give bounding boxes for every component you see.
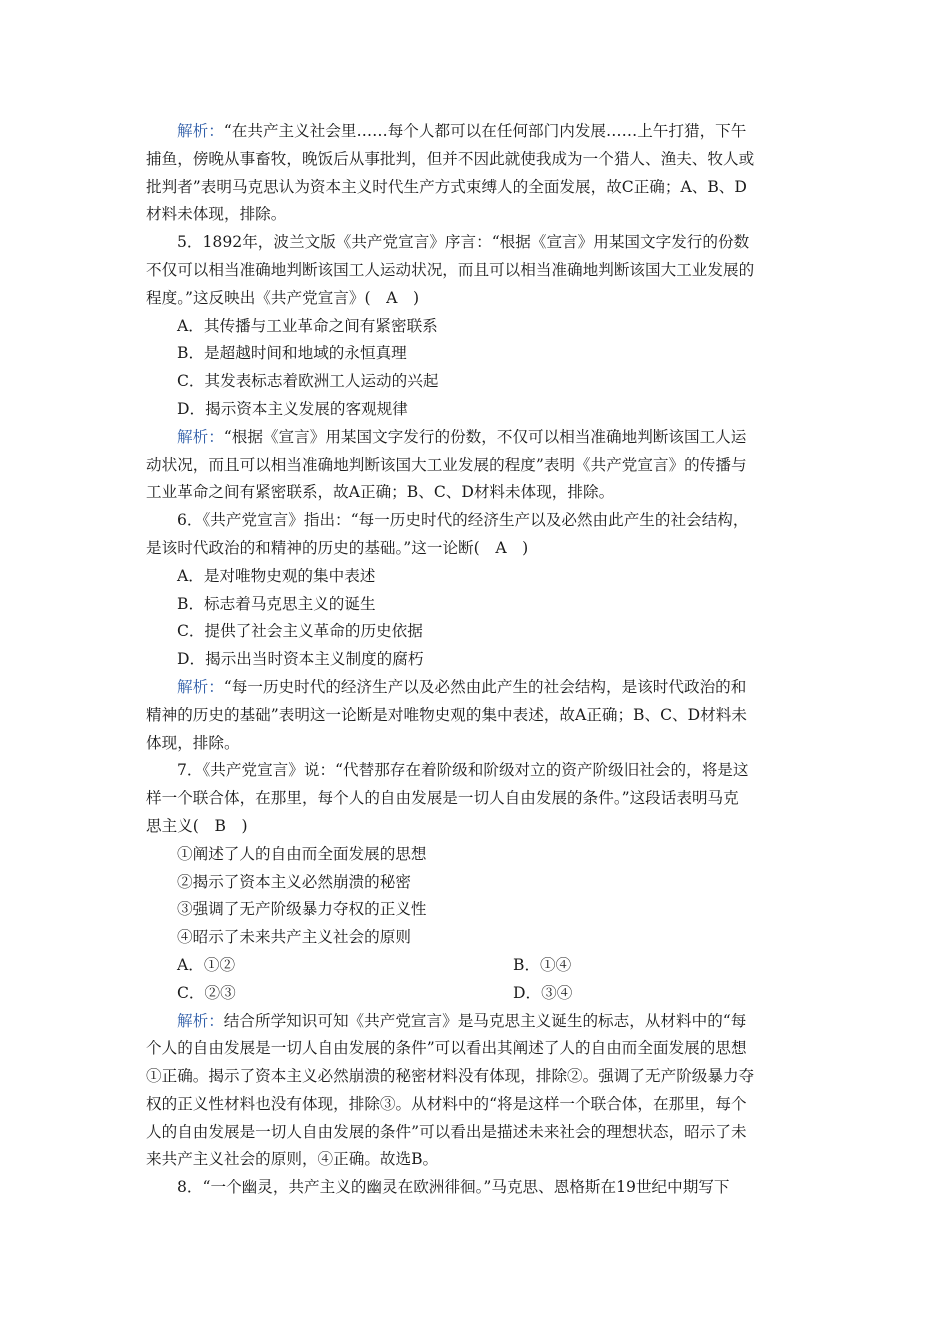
analysis-line: 个人的自由发展是一切人自由发展的条件”可以看出其阐述了人的自由而全面发展的思想 — [146, 1039, 747, 1058]
question-7-option-b: B．①④ — [513, 955, 572, 974]
analysis-line: ①正确。揭示了资本主义必然崩溃的秘密材料没有体现，排除②。强调了无产阶级暴力夺 — [146, 1067, 755, 1086]
analysis-line: 解析：“根据《宣言》用某国文字发行的份数，不仅可以相当准确地判断该国工人运 — [177, 427, 747, 446]
question-7-item-2: ②揭示了资本主义必然崩溃的秘密 — [177, 872, 411, 891]
question-5-option-b: B．是超越时间和地域的永恒真理 — [177, 344, 407, 363]
question-5-stem: 程度。”这反映出《共产党宣言》( A ) — [146, 288, 420, 307]
question-6-stem: 6．《共产党宣言》指出：“每一历史时代的经济生产以及必然由此产生的社会结构， — [177, 511, 749, 530]
question-8-stem: 8．“一个幽灵，共产主义的幽灵在欧洲徘徊。”马克思、恩格斯在19世纪中期写下 — [177, 1178, 730, 1197]
question-7-options-row — [146, 952, 806, 980]
question-5-stem: 5．1892年，波兰文版《共产党宣言》序言：“根据《宣言》用某国文字发行的份数 — [177, 233, 750, 252]
question-7-option-c: C．②③ — [177, 983, 236, 1002]
question-5-option-a: A．其传播与工业革命之间有紧密联系 — [177, 316, 438, 335]
question-6-option-c: C．提供了社会主义革命的历史依据 — [177, 622, 423, 641]
analysis-label: 解析： — [177, 1011, 224, 1030]
question-5-option-c: C．其发表标志着欧洲工人运动的兴起 — [177, 372, 439, 391]
analysis-line: 精神的历史的基础”表明这一论断是对唯物史观的集中表述，故A正确；B、C、D材料未 — [146, 705, 747, 724]
analysis-line: 体现，排除。 — [146, 733, 240, 752]
question-6-option-d: D．揭示出当时资本主义制度的腐朽 — [177, 650, 424, 669]
question-7-item-4: ④昭示了未来共产主义社会的原则 — [177, 928, 411, 947]
question-7-options-row — [146, 980, 806, 1008]
question-6-option-b: B．标志着马克思主义的诞生 — [177, 594, 376, 613]
analysis-line: 捕鱼，傍晚从事畜牧，晚饭后从事批判，但并不因此就使我成为一个猎人、渔夫、牧人或 — [146, 149, 755, 168]
question-7-stem: 样一个联合体，在那里，每个人的自由发展是一切人自由发展的条件。”这段话表明马克 — [146, 789, 739, 808]
question-7-option-d: D．③④ — [513, 983, 573, 1002]
question-7-stem: 7．《共产党宣言》说：“代替那存在着阶级和阶级对立的资产阶级旧社会的，将是这 — [177, 761, 749, 780]
question-7-item-1: ①阐述了人的自由而全面发展的思想 — [177, 844, 427, 863]
question-6-option-a: A．是对唯物史观的集中表述 — [177, 566, 376, 585]
analysis-line: 来共产主义社会的原则，④正确。故选B。 — [146, 1150, 439, 1169]
analysis-line: 材料未体现，排除。 — [146, 205, 287, 224]
question-5-option-d: D．揭示资本主义发展的客观规律 — [177, 399, 408, 418]
analysis-line: 解析：“每一历史时代的经济生产以及必然由此产生的社会结构，是该时代政治的和 — [177, 677, 747, 696]
analysis-label: 解析： — [177, 427, 224, 446]
analysis-line: 动状况，而且可以相当准确地判断该国大工业发展的程度”表明《共产党宣言》的传播与 — [146, 455, 747, 474]
question-7-option-a: A．①② — [177, 955, 236, 974]
question-7-stem: 思主义( B ) — [146, 816, 248, 835]
analysis-line: 工业革命之间有紧密联系，故A正确；B、C、D材料未体现，排除。 — [146, 483, 615, 502]
question-5-stem: 不仅可以相当准确地判断该国工人运动状况，而且可以相当准确地判断该国大工业发展的 — [146, 260, 755, 279]
document-page — [146, 118, 806, 1202]
analysis-line: 解析：“在共产主义社会里……每个人都可以在任何部门内发展……上午打猎，下午 — [177, 122, 747, 140]
analysis-line: 人的自由发展是一切人自由发展的条件”可以看出是描述未来社会的理想状态，昭示了未 — [146, 1122, 747, 1141]
analysis-label: 解析： — [177, 122, 224, 140]
analysis-label: 解析： — [177, 677, 224, 696]
analysis-line: 批判者”表明马克思认为资本主义时代生产方式束缚人的全面发展，故C正确；A、B、D — [146, 177, 747, 196]
question-6-stem: 是该时代政治的和精神的历史的基础。”这一论断( A ) — [146, 538, 529, 557]
analysis-line: 解析：结合所学知识可知《共产党宣言》是马克思主义诞生的标志，从材料中的“每 — [177, 1011, 747, 1030]
analysis-line: 权的正义性材料也没有体现，排除③。从材料中的“将是这样一个联合体，在那里，每个 — [146, 1094, 747, 1113]
question-7-item-3: ③强调了无产阶级暴力夺权的正义性 — [177, 900, 427, 919]
